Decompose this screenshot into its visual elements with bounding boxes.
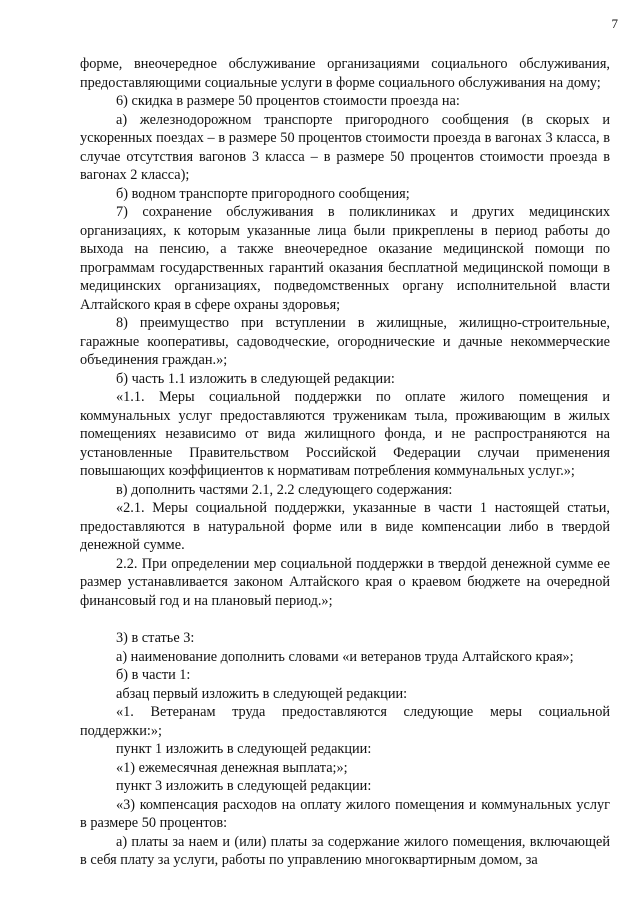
page-number: 7 xyxy=(611,16,618,31)
paragraph: пункт 3 изложить в следующей редакции: xyxy=(116,778,372,794)
paragraph: б) в части 1: xyxy=(116,667,191,683)
paragraph: в) дополнить частями 2.1, 2.2 следующего содержания: xyxy=(116,481,453,498)
paragraph: абзац первый изложить в следующей редакции: xyxy=(116,685,408,702)
paragraph: 6) скидка в размере 50 процентов стоимости проезда на: xyxy=(116,93,460,109)
paragraph: 8) преимущество при вступлении в жилищные, жилищно-строительные, гаражные кооперативы, садоводческие, огороднические и дачные некоммерческие объединения граждан.»; xyxy=(80,315,610,368)
paragraph: 2.2. При определении мер социальной поддержки в твердой денежной сумме ее размер устанавливается законом Алтайского края о краевом бюджете на очередной финансовый год и на плановый период.»; xyxy=(80,555,610,609)
paragraph: «2.1. Меры социальной поддержки, указанные в части 1 настоящей статьи, предоставляются в натуральной форме или в виде компенсации либо в твердой денежной сумме. xyxy=(80,500,610,553)
paragraph: 7) сохранение обслуживания в поликлиниках и других медицинских организациях, к которым указанные лица были прикреплены в период работы до выхода на пенсию, а также внеочередное оказание медицинской помощи по программам государственных гарантий оказания бесплатной медицинской помощи в медицинских организациях, подведомственных органу исполнительной власти Алтайского края в сфере охраны здоровья; xyxy=(80,204,610,313)
paragraph: «1) ежемесячная денежная выплата;»; xyxy=(116,759,348,776)
paragraph: «1. Ветеранам труда предоставляются следующие меры социальной поддержки:»; xyxy=(80,704,610,739)
paragraph: б) водном транспорте пригородного сообщения; xyxy=(116,185,410,202)
paragraph: «3) компенсация расходов на оплату жилого помещения и коммунальных услуг в размере 50 процентов: xyxy=(80,796,610,831)
document-body xyxy=(80,55,610,870)
paragraph: а) наименование дополнить словами «и ветеранов труда Алтайского края»; xyxy=(116,648,574,665)
paragraph: «1.1. Меры социальной поддержки по оплате жилого помещения и коммунальных услуг предоставляются труженикам тыла, проживающим в жилых помещениях независимо от вида жилищного фонда, и не распространяются на установленные Правительством Российской Федерации случаи применения повышающих коэффициентов к нормативам потребления коммунальных услуг.»; xyxy=(80,389,610,479)
paragraph: форме, внеочередное обслуживание организациями социального обслуживания, предоставляющими социальные услуги в форме социального обслуживания на дому; xyxy=(80,56,610,91)
paragraph: 3) в статье 3: xyxy=(116,630,195,646)
paragraph: а) железнодорожном транспорте пригородного сообщения (в скорых и ускоренных поездах – в размере 50 процентов стоимости проезда в вагонах 3 класса, в случае отсутствия вагонов 3 класса – в размере 50 процентов стоимости проезда в вагонах 2 класса); xyxy=(80,111,610,183)
paragraph: б) часть 1.1 изложить в следующей редакции: xyxy=(116,370,395,387)
paragraph: пункт 1 изложить в следующей редакции: xyxy=(116,741,372,757)
paragraph: а) платы за наем и (или) платы за содержание жилого помещения, включающей в себя плату за услуги, работы по управлению многоквартирным домом, за xyxy=(80,833,610,868)
